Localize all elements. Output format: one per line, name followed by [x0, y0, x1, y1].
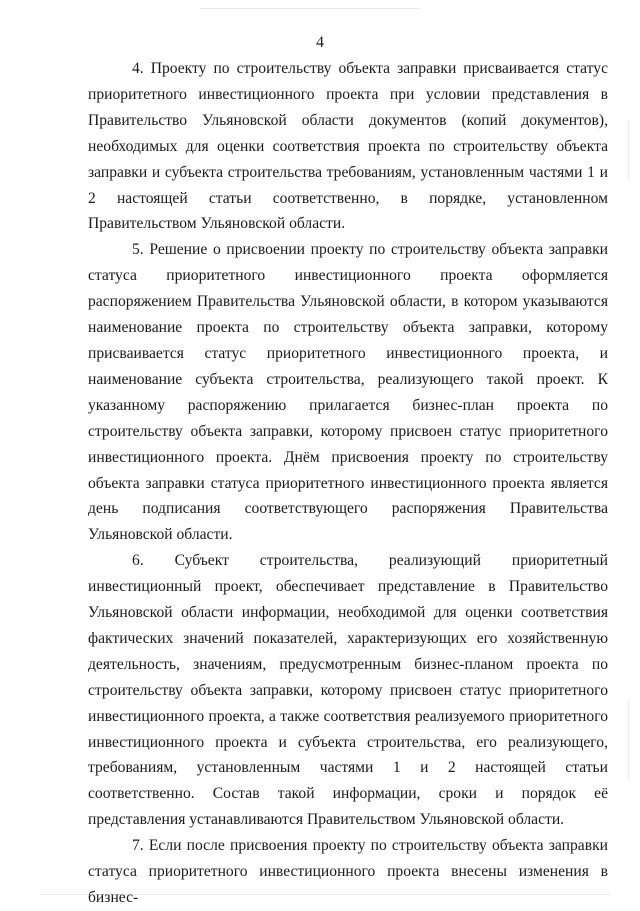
scan-artifact-top	[200, 8, 420, 9]
paragraph-5: 5. Решение о присвоении проекту по строительству объекта заправки статуса приоритетного инвестиционного проекта оформляется распоряжением Правительства Ульяновской области, в котором указываются наименование проекта по строительству объекта заправки, которому присваивается статус приоритетного инвестиционного проекта, и наименование субъекта строительства, реализующего такой проект. К указанному распоряжению прилагается бизнес-план проекта по строительству объекта заправки, которому присвоен статус приоритетного инвестиционного проекта. Днём присвоения проекту по строительству объекта заправки статуса приоритетного инвестиционного проекта является день подписания соответствующего распоряжения Правительства Ульяновской области.	[88, 241, 608, 544]
paragraph-4: 4. Проекту по строительству объекта заправки присваивается статус приоритетного инвестиционного проекта при условии представления в Правительство Ульяновской области документов (копий документов), необходимых для оценки соответствия проекта по строительству объекта заправки и субъекта строительства требованиям, установленным частями 1 и 2 настоящей статьи соответственно, в порядке, установленном Правительством Ульяновской области.	[88, 60, 608, 233]
page-number: 4	[316, 34, 324, 51]
paragraph-6: 6. Субъект строительства, реализующий приоритетный инвестиционный проект, обеспечивает представление в Правительство Ульяновской области информации, необходимой для оценки соответствия фактических значений показателей, характеризующих его хозяйственную деятельность, значениям, предусмотренным бизнес-планом проекта по строительству объекта заправки, которому присвоен статус приоритетного инвестиционного проекта, а также соответствия реализуемого приоритетного инвестиционного проекта и субъекта строительства, его реализующего, требованиям, установленным частями 1 и 2 настоящей статьи соответственно. Состав такой информации, сроки и порядок её представления устанавливаются Правительством Ульяновской области.	[88, 552, 608, 829]
scan-artifact-right-edge-2	[628, 700, 629, 780]
paragraph-7: 7. Если после присвоения проекту по строительству объекта заправки статуса приоритетного инвестиционного проекта внесены изменения в бизнес-	[88, 837, 608, 906]
scan-artifact-right-edge	[628, 120, 629, 180]
document-body	[88, 56, 608, 911]
